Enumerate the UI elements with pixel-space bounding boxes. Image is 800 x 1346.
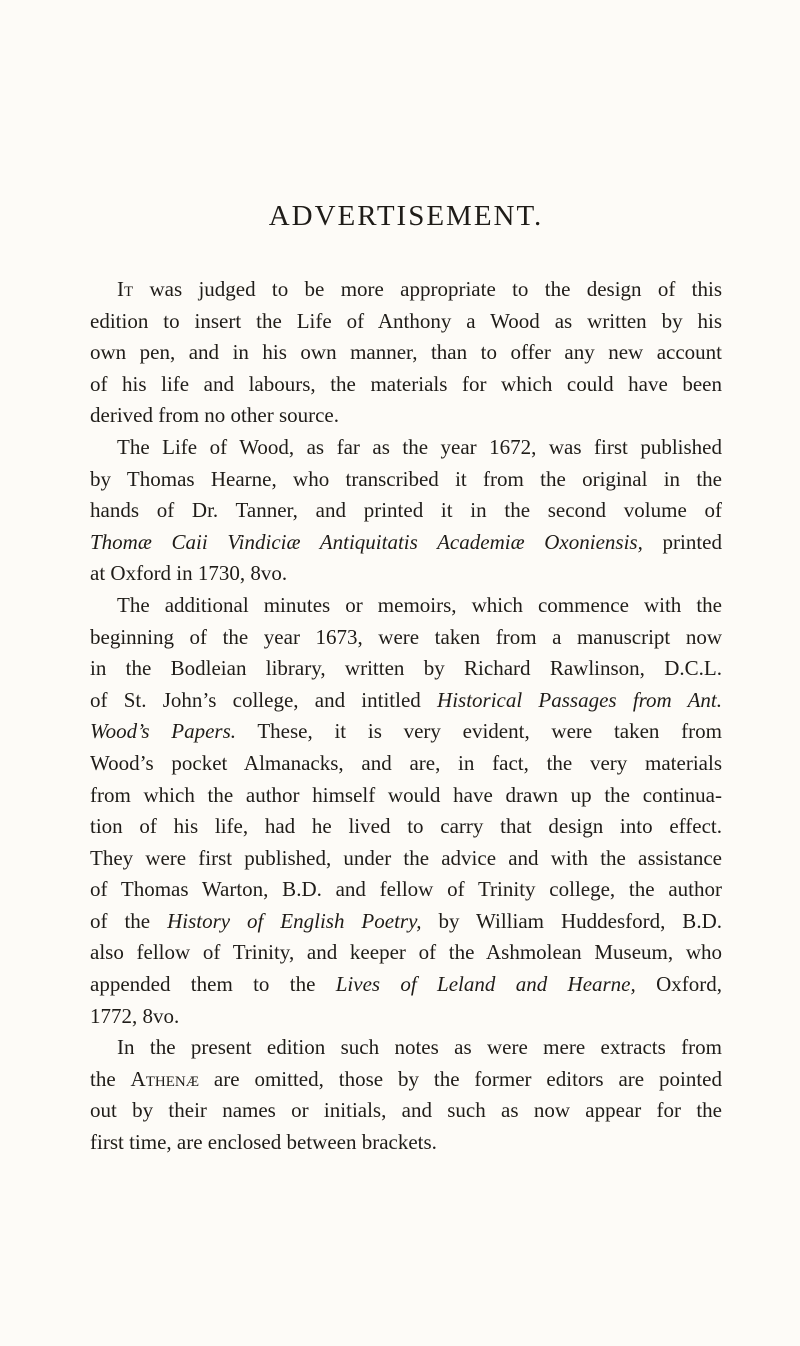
text-line: In the present edition such notes as were mere extracts from bbox=[117, 1035, 722, 1060]
text-line: appended them to the Lives of Leland and Hearne, Oxford, bbox=[90, 972, 722, 997]
text-line: in the Bodleian library, written by Richard Rawlinson, D.C.L. bbox=[90, 656, 722, 681]
text-line: They were first published, under the advice and with the assistance bbox=[90, 845, 722, 870]
text-line: also fellow of Trinity, and keeper of the Ashmolean Museum, who bbox=[90, 940, 722, 965]
text-line: out by their names or initials, and such as now appear for the bbox=[90, 1098, 722, 1123]
paragraph-2 bbox=[90, 432, 722, 590]
text-line: Wood’s pocket Almanacks, and are, in fact, the very materials bbox=[90, 750, 722, 775]
text-line: of St. John’s college, and intitled Historical Passages from Ant. bbox=[90, 687, 722, 712]
text-line: It was judged to be more appropriate to the design of this bbox=[117, 277, 722, 301]
text-line: from which the author himself would have drawn up the continua- bbox=[90, 782, 722, 807]
text-line: beginning of the year 1673, were taken from a manuscript now bbox=[90, 624, 722, 649]
text-line: first time, are enclosed between brackets. bbox=[90, 1130, 437, 1155]
text-line: tion of his life, had he lived to carry that design into effect. bbox=[90, 814, 722, 839]
text-line: the Athenæ are omitted, those by the former editors are pointed bbox=[90, 1066, 722, 1091]
text-line: hands of Dr. Tanner, and printed it in the second volume of bbox=[90, 498, 722, 523]
paragraph-4 bbox=[90, 1032, 722, 1158]
text-line: The Life of Wood, as far as the year 1672, was first published bbox=[117, 434, 722, 459]
page-title: ADVERTISEMENT. bbox=[268, 200, 544, 232]
text-line: derived from no other source. bbox=[90, 403, 339, 428]
text-line: The additional minutes or memoirs, which commence with the bbox=[117, 592, 722, 617]
text-line: own pen, and in his own manner, than to offer any new account bbox=[90, 340, 722, 365]
text-line: by Thomas Hearne, who transcribed it from the original in the bbox=[90, 466, 722, 491]
advertisement-body bbox=[90, 274, 722, 1159]
text-line: of the History of English Poetry, by William Huddesford, B.D. bbox=[90, 908, 722, 933]
text-line: Thomæ Caii Vindiciæ Antiquitatis Academiæ Oxoniensis, printed bbox=[90, 529, 722, 554]
text-line: at Oxford in 1730, 8vo. bbox=[90, 561, 288, 586]
text-line: of his life and labours, the materials for which could have been bbox=[90, 371, 722, 396]
text-line: edition to insert the Life of Anthony a Wood as written by his bbox=[90, 308, 722, 333]
paragraph-3 bbox=[90, 590, 722, 1032]
text-line: 1772, 8vo. bbox=[90, 1003, 180, 1028]
text-line: Wood’s Papers. These, it is very evident, were taken from bbox=[90, 719, 722, 744]
paragraph-1 bbox=[90, 274, 722, 432]
text-line: of Thomas Warton, B.D. and fellow of Trinity college, the author bbox=[90, 877, 722, 902]
